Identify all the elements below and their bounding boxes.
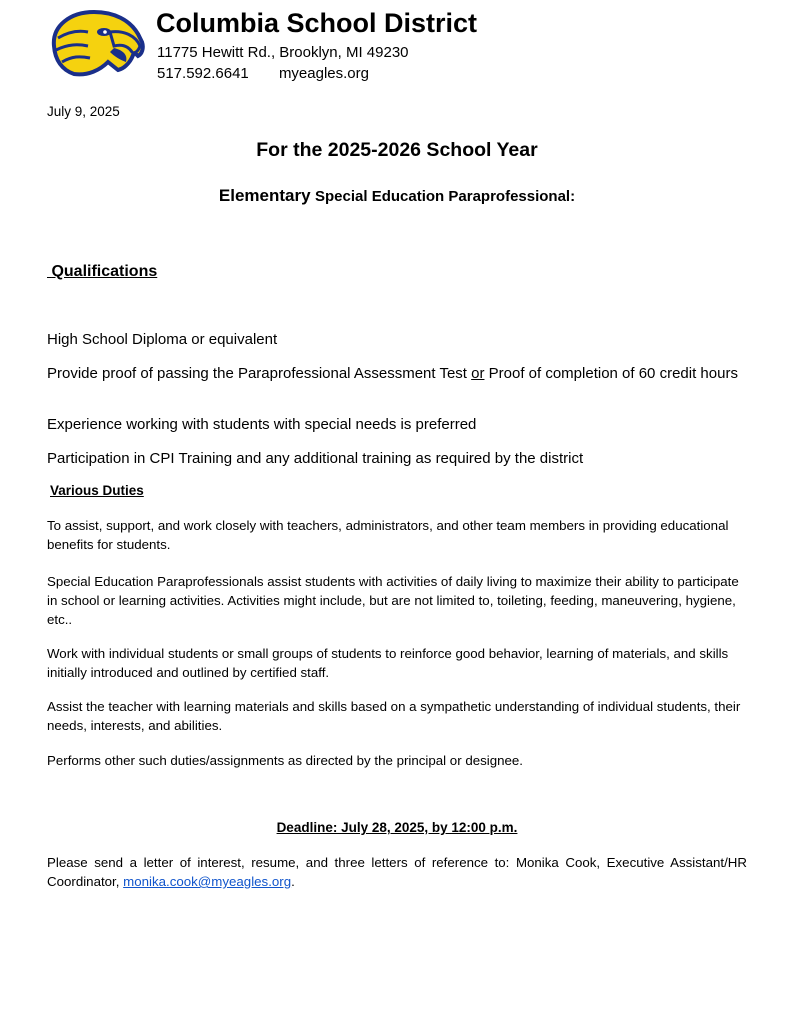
deadline: Deadline: July 28, 2025, by 12:00 p.m. <box>276 820 518 835</box>
letter-date: July 9, 2025 <box>47 104 120 119</box>
position-role: Special Education Paraprofessional: <box>315 188 576 205</box>
duty-item: Work with individual students or small groups of students to reinforce good behavior, learning of materials, and skills initially introduced and outlined by certified staff. <box>47 646 729 680</box>
duty-item: Assist the teacher with learning materials and skills based on a sympathetic understanding of individual students, their needs, interests, and abilities. <box>47 699 741 733</box>
district-contact <box>157 65 369 82</box>
qualification-item: Provide proof of passing the Paraprofessional Assessment Test or Proof of completion of 60 credit hours <box>47 365 738 382</box>
phone-number: 517.592.6641 <box>157 65 249 82</box>
application-instructions: Please send a letter of interest, resume, and three letters of reference to: Monika Cook, Executive Assistant/HR Coordinator, monika.cook@myeagles.org. <box>47 855 747 889</box>
duty-item: Performs other such duties/assignments as directed by the principal or designee. <box>47 753 523 768</box>
duty-item: Special Education Paraprofessionals assist students with activities of daily living to maximize their ability to participate in school or learning activities. Activities might include, but are not limited to, toileting, feeding, maneuvering, hygiene, etc.. <box>47 574 739 627</box>
website-link[interactable]: myeagles.org <box>278 65 369 82</box>
eagle-head-logo <box>48 8 146 80</box>
position-level: Elementary <box>218 186 311 205</box>
duty-item: To assist, support, and work closely with teachers, administrators, and other team members in providing educational benefits for students. <box>47 518 729 552</box>
district-address: 11775 Hewitt Rd., Brooklyn, MI 49230 <box>157 44 409 61</box>
qualification-item: High School Diploma or equivalent <box>47 331 278 348</box>
school-year-title: For the 2025-2026 School Year <box>256 139 538 161</box>
district-name: Columbia School District <box>156 8 478 38</box>
qualifications-heading: Qualifications <box>51 263 158 280</box>
qualification-item: Participation in CPI Training and any additional training as required by the district <box>47 450 584 467</box>
email-link[interactable]: monika.cook@myeagles.org <box>123 874 292 889</box>
duties-heading: Various Duties <box>50 483 144 498</box>
position-title <box>0 186 794 206</box>
qualification-item: Experience working with students with special needs is preferred <box>47 416 477 433</box>
